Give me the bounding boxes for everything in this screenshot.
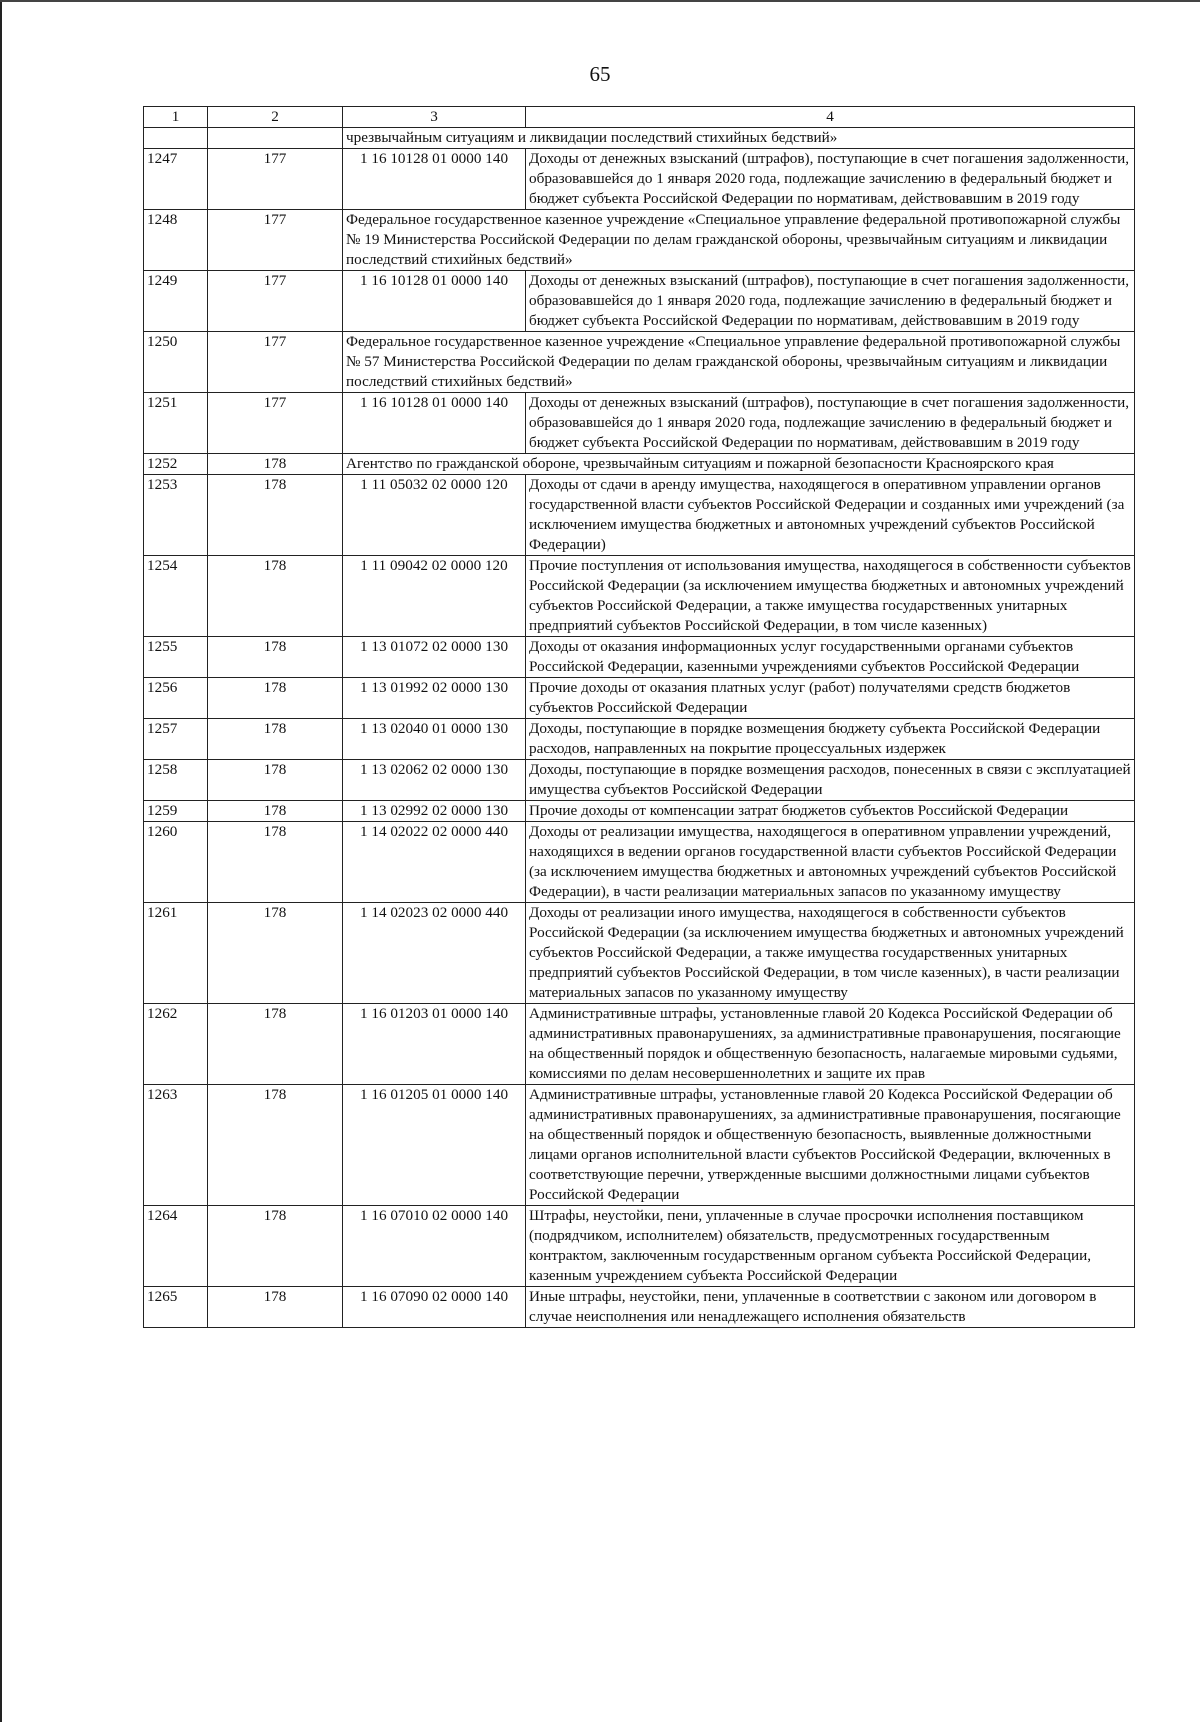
budget-code-cell: 1 11 05032 02 0000 120 <box>343 475 526 556</box>
page-number: 65 <box>589 62 611 86</box>
description-cell: Доходы, поступающие в порядке возмещения расходов, понесенных в связи с эксплуатацией имущества субъектов Российской Федерации <box>526 760 1135 801</box>
budget-code-cell: 1 16 07090 02 0000 140 <box>343 1287 526 1328</box>
chief-admin-cell: 178 <box>208 556 343 637</box>
description-cell: Прочие поступления от использования имущества, находящегося в собственности субъектов Российской Федерации (за исключением имущества бюджетных и автономных учреждений субъектов Российской Федерации, а также имущества государственных унитарных предприятий субъектов Российской Федерации, в том числе казенных) <box>526 556 1135 637</box>
org-header-row <box>144 332 1135 393</box>
table-row <box>144 1085 1135 1206</box>
org-header-row <box>144 454 1135 475</box>
chief-admin-cell: 178 <box>208 903 343 1004</box>
description-cell: Доходы от реализации иного имущества, находящегося в собственности субъектов Российской Федерации (за исключением имущества бюджетных и автономных учреждений субъектов Российской Федерации, а также имущества государственных унитарных предприятий субъектов Российской Федерации, в том числе казенных), в части реализации материальных запасов по указанному имуществу <box>526 903 1135 1004</box>
row-number-cell: 1262 <box>144 1004 208 1085</box>
row-number-cell: 1252 <box>144 454 208 475</box>
org-name-cell: Федеральное государственное казенное учреждение «Специальное управление федеральной противопожарной службы № 19 Министерства Российской Федерации по делам гражданской обороны, чрезвычайным ситуациям и ликвидации последствий стихийных бедствий» <box>343 210 1135 271</box>
org-header-row <box>144 210 1135 271</box>
org-name-cell: Федеральное государственное казенное учреждение «Специальное управление федеральной противопожарной службы № 57 Министерства Российской Федерации по делам гражданской обороны, чрезвычайным ситуациям и ликвидации последствий стихийных бедствий» <box>343 332 1135 393</box>
budget-code-cell: 1 13 02062 02 0000 130 <box>343 760 526 801</box>
description-cell: Административные штрафы, установленные главой 20 Кодекса Российской Федерации об административных правонарушениях, за административные правонарушения, посягающие на общественный порядок и общественную безопасность, выявленные должностными лицами органов исполнительной власти субъектов Российской Федерации, включенных в соответствующие перечни, утвержденные высшими должностными лицами субъектов Российской Федерации <box>526 1085 1135 1206</box>
chief-admin-cell: 177 <box>208 271 343 332</box>
table-row <box>144 556 1135 637</box>
row-number-cell: 1265 <box>144 1287 208 1328</box>
table-header-row <box>144 107 1135 128</box>
chief-admin-cell: 178 <box>208 1287 343 1328</box>
budget-code-cell: 1 13 02040 01 0000 130 <box>343 719 526 760</box>
row-number-cell: 1263 <box>144 1085 208 1206</box>
chief-admin-cell: 177 <box>208 393 343 454</box>
budget-code-cell: 1 13 02992 02 0000 130 <box>343 801 526 822</box>
budget-code-cell: 1 11 09042 02 0000 120 <box>343 556 526 637</box>
description-cell: Доходы от оказания информационных услуг государственными органами субъектов Российской Федерации, казенными учреждениями субъектов Российской Федерации <box>526 637 1135 678</box>
continuation-text: чрезвычайным ситуациям и ликвидации последствий стихийных бедствий» <box>343 128 1135 149</box>
description-cell: Штрафы, неустойки, пени, уплаченные в случае просрочки исполнения поставщиком (подрядчиком, исполнителем) обязательств, предусмотренных государственным контрактом, заключенным государственным органом субъекта Российской Федерации, казенным учреждением субъекта Российской Федерации <box>526 1206 1135 1287</box>
table-row <box>144 1004 1135 1085</box>
description-cell: Доходы от денежных взысканий (штрафов), поступающие в счет погашения задолженности, образовавшейся до 1 января 2020 года, подлежащие зачислению в федеральный бюджет и бюджет субъекта Российской Федерации по нормативам, действовавшим в 2019 году <box>526 393 1135 454</box>
budget-code-cell: 1 13 01992 02 0000 130 <box>343 678 526 719</box>
chief-admin-cell: 178 <box>208 1085 343 1206</box>
table-row <box>144 475 1135 556</box>
row-number-cell: 1248 <box>144 210 208 271</box>
table-row <box>144 678 1135 719</box>
description-cell: Прочие доходы от компенсации затрат бюджетов субъектов Российской Федерации <box>526 801 1135 822</box>
row-number-cell: 1249 <box>144 271 208 332</box>
description-cell: Прочие доходы от оказания платных услуг (работ) получателями средств бюджетов субъектов Российской Федерации <box>526 678 1135 719</box>
budget-code-cell: 1 14 02022 02 0000 440 <box>343 822 526 903</box>
column-header-2: 2 <box>208 107 343 128</box>
scan-edge-left <box>0 0 2 1722</box>
row-number-cell: 1260 <box>144 822 208 903</box>
budget-code-cell: 1 16 01203 01 0000 140 <box>343 1004 526 1085</box>
row-number-cell: 1250 <box>144 332 208 393</box>
chief-admin-cell: 178 <box>208 454 343 475</box>
table-body <box>144 128 1135 1328</box>
row-number-cell: 1259 <box>144 801 208 822</box>
row-number-cell: 1251 <box>144 393 208 454</box>
table-row <box>144 1287 1135 1328</box>
budget-code-cell: 1 14 02023 02 0000 440 <box>343 903 526 1004</box>
table-row <box>144 801 1135 822</box>
description-cell: Административные штрафы, установленные главой 20 Кодекса Российской Федерации об административных правонарушениях, за административные правонарушения, посягающие на общественный порядок и общественную безопасность, налагаемые мировыми судьями, комиссиями по делам несовершеннолетних и защите их прав <box>526 1004 1135 1085</box>
table-row <box>144 719 1135 760</box>
continuation-row <box>144 128 1135 149</box>
table-row <box>144 637 1135 678</box>
budget-code-table <box>143 106 1135 1328</box>
row-number-cell: 1264 <box>144 1206 208 1287</box>
budget-code-cell: 1 16 10128 01 0000 140 <box>343 271 526 332</box>
table-row <box>144 1206 1135 1287</box>
budget-code-cell: 1 16 10128 01 0000 140 <box>343 149 526 210</box>
row-number-cell: 1247 <box>144 149 208 210</box>
chief-admin-cell: 177 <box>208 332 343 393</box>
description-cell: Иные штрафы, неустойки, пени, уплаченные в соответствии с законом или договором в случае неисполнения или ненадлежащего исполнения обязательств <box>526 1287 1135 1328</box>
row-number-cell: 1261 <box>144 903 208 1004</box>
org-name-cell: Агентство по гражданской обороне, чрезвычайным ситуациям и пожарной безопасности Красноярского края <box>343 454 1135 475</box>
column-header-3: 3 <box>343 107 526 128</box>
description-cell: Доходы, поступающие в порядке возмещения бюджету субъекта Российской Федерации расходов, направленных на покрытие процессуальных издержек <box>526 719 1135 760</box>
row-number-cell: 1253 <box>144 475 208 556</box>
chief-admin-cell: 178 <box>208 822 343 903</box>
budget-code-cell: 1 16 07010 02 0000 140 <box>343 1206 526 1287</box>
scan-edge-top <box>0 0 1200 2</box>
row-number-cell: 1258 <box>144 760 208 801</box>
table-row <box>144 393 1135 454</box>
budget-code-cell: 1 13 01072 02 0000 130 <box>343 637 526 678</box>
chief-admin-cell: 178 <box>208 760 343 801</box>
row-number-cell <box>144 128 208 149</box>
description-cell: Доходы от сдачи в аренду имущества, находящегося в оперативном управлении органов государственной власти субъектов Российской Федерации и созданных ими учреждений (за исключением имущества бюджетных и автономных учреждений субъектов Российской Федерации) <box>526 475 1135 556</box>
chief-admin-cell: 178 <box>208 1004 343 1085</box>
description-cell: Доходы от денежных взысканий (штрафов), поступающие в счет погашения задолженности, образовавшейся до 1 января 2020 года, подлежащие зачислению в федеральный бюджет и бюджет субъекта Российской Федерации по нормативам, действовавшим в 2019 году <box>526 271 1135 332</box>
table-row <box>144 903 1135 1004</box>
row-number-cell: 1257 <box>144 719 208 760</box>
chief-admin-cell: 178 <box>208 475 343 556</box>
row-number-cell: 1255 <box>144 637 208 678</box>
chief-admin-cell: 178 <box>208 801 343 822</box>
chief-admin-cell <box>208 128 343 149</box>
description-cell: Доходы от реализации имущества, находящегося в оперативном управлении учреждений, находящихся в ведении органов государственной власти субъектов Российской Федерации (за исключением имущества бюджетных и автономных учреждений субъектов Российской Федерации), в части реализации материальных запасов по указанному имуществу <box>526 822 1135 903</box>
chief-admin-cell: 178 <box>208 637 343 678</box>
row-number-cell: 1256 <box>144 678 208 719</box>
table-row <box>144 149 1135 210</box>
chief-admin-cell: 177 <box>208 210 343 271</box>
table-row <box>144 822 1135 903</box>
chief-admin-cell: 178 <box>208 1206 343 1287</box>
description-cell: Доходы от денежных взысканий (штрафов), поступающие в счет погашения задолженности, образовавшейся до 1 января 2020 года, подлежащие зачислению в федеральный бюджет и бюджет субъекта Российской Федерации по нормативам, действовавшим в 2019 году <box>526 149 1135 210</box>
chief-admin-cell: 178 <box>208 719 343 760</box>
budget-code-cell: 1 16 01205 01 0000 140 <box>343 1085 526 1206</box>
table-row <box>144 760 1135 801</box>
chief-admin-cell: 178 <box>208 678 343 719</box>
budget-code-cell: 1 16 10128 01 0000 140 <box>343 393 526 454</box>
row-number-cell: 1254 <box>144 556 208 637</box>
chief-admin-cell: 177 <box>208 149 343 210</box>
table-row <box>144 271 1135 332</box>
column-header-4: 4 <box>526 107 1135 128</box>
column-header-1: 1 <box>144 107 208 128</box>
